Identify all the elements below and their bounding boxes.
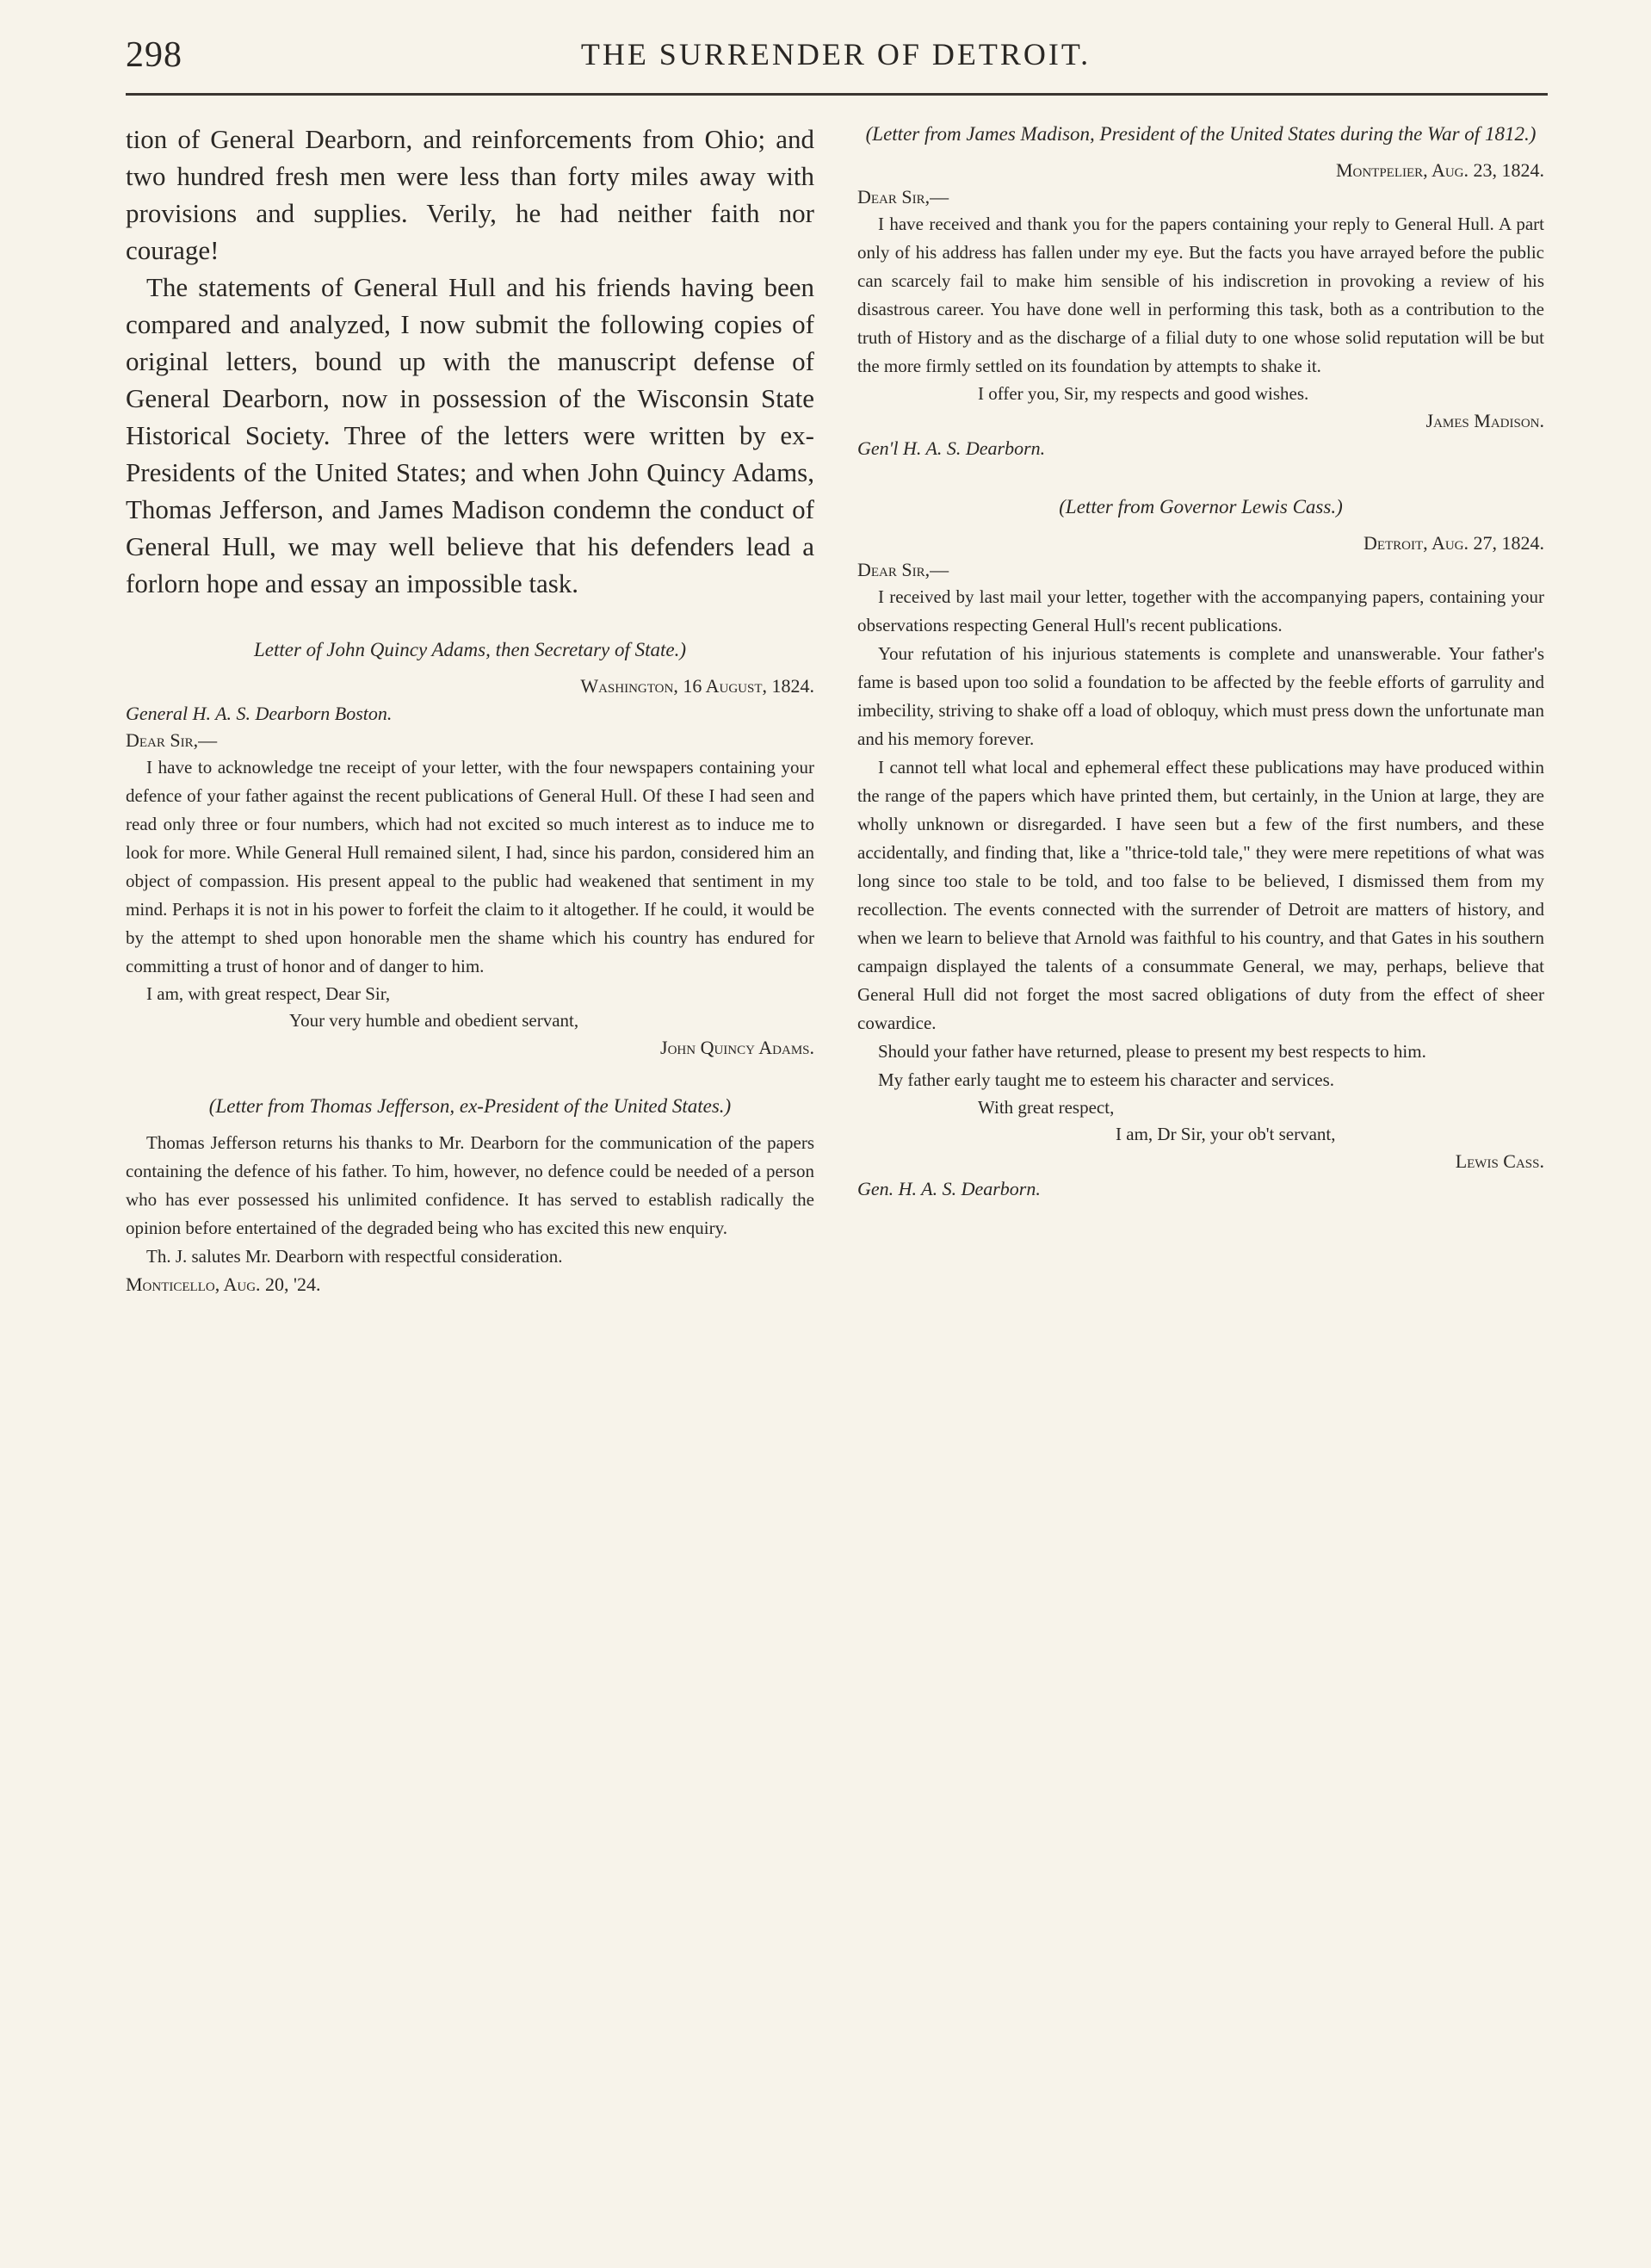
letter-adams (126, 636, 814, 1062)
page-number: 298 (126, 35, 182, 75)
letter-addressee: Gen'l H. A. S. Dearborn. (857, 437, 1046, 459)
letter-dateline: Monticello, Aug. 20, '24. (126, 1273, 321, 1295)
left-column (126, 121, 814, 1298)
letter-closing: Th. J. salutes Mr. Dearborn with respectful consideration. (146, 1246, 563, 1267)
running-head: THE SURRENDER OF DETROIT. (580, 37, 1091, 71)
letter-closing: With great respect, (978, 1097, 1115, 1118)
letter-salutation: Dear Sir,— (857, 186, 949, 208)
body-paragraph: tion of General Dearborn, and reinforcements from Ohio; and two hundred fresh men were less than forty miles away with provisions and supplies. Verily, he had neither faith nor courage! (126, 124, 814, 265)
letter-body: I cannot tell what local and ephemeral effect these publications may have produced within the range of the papers which have printed them, but certainly, in the Union at large, they are wholly unknown or disregarded. I have seen but a few of the first numbers, and these accidentally, and finding that, like a "thrice-told tale," they were mere repetitions of what was long since too stale to be told, and too false to be believed, I dismissed them from my recollection. The events connected with the surrender of Detroit are matters of history, and when we learn to believe that Arnold was faithful to his country, and that Gates in his southern campaign displayed the talents of a consummate General, we may, perhaps, believe that General Hull did not forget the most sacred obligations of duty from the effect of sheer cowardice. (857, 757, 1544, 1033)
body-paragraph: The statements of General Hull and his friends having been compared and analyzed, I now submit the following copies of original letters, bound up with the manuscript defense of General Dearborn, now in possession of the Wisconsin State Historical Society. Three of the letters were written by ex-Presidents of the United States; and when John Quincy Adams, Thomas Jefferson, and James Madison condemn the conduct of General Hull, we may well believe that his defenders lead a forlorn hope and essay an impossible task. (126, 272, 814, 598)
letter-closing: I offer you, Sir, my respects and good wishes. (978, 383, 1309, 404)
letter-madison (857, 121, 1544, 462)
letter-caption: (Letter from James Madison, President of the United States during the War of 1812.) (865, 123, 1537, 145)
letter-cass (857, 493, 1544, 1203)
right-column (857, 121, 1544, 1203)
page-header (126, 34, 1546, 86)
letter-body: I have to acknowledge tne receipt of your letter, with the four newspapers containing your defence of your father against the recent publications of General Hull. Of these I had seen and read only three or four numbers, which had not excited so much interest as to induce me to look for more. While General Hull remained silent, I had, since his pardon, considered him an object of compassion. His present appeal to the public had weakened that sentiment in my mind. Perhaps it is not in his power to forfeit the claim to it altogether. If he could, it would be by the attempt to shed upon honorable men the shame which his country has endured for committing a trust of honor and of danger to him. (126, 757, 814, 976)
letter-dateline: Washington, 16 August, 1824. (580, 675, 814, 697)
letter-salutation: Dear Sir,— (857, 559, 949, 580)
letter-jefferson (126, 1093, 814, 1298)
letter-body: I have received and thank you for the papers containing your reply to General Hull. A part only of his address has fallen under my eye. But the facts you have arrayed before the public can scarcely fail to make him sensible of his indiscretion in provoking a review of his disastrous career. You have done well in performing this task, both as a contribution to the truth of History and as the discharge of a filial duty to one whose solid reputation will be but the more firmly settled on its foundation by attempts to shake it. (857, 214, 1544, 376)
letter-signature: John Quincy Adams. (660, 1037, 814, 1058)
letter-caption: (Letter from Thomas Jefferson, ex-President of the United States.) (208, 1095, 732, 1117)
letter-dateline: Montpelier, Aug. 23, 1824. (1335, 159, 1544, 181)
letter-closing: I am, Dr Sir, your ob't servant, (1116, 1124, 1336, 1144)
letter-body: My father early taught me to esteem his character and services. (878, 1069, 1335, 1090)
header-rule (126, 93, 1548, 96)
letter-body: Thomas Jefferson returns his thanks to Mr. Dearborn for the communication of the papers containing the defence of his father. To him, however, no defence could be needed of a person who has ever possessed his unlimited confidence. It has served to establish radically the opinion before entertained of the degraded being who has excited this new enquiry. (126, 1132, 814, 1238)
letter-signature: James Madison. (1425, 410, 1544, 431)
letter-salutation: Dear Sir,— (126, 729, 218, 751)
letter-closing: Your very humble and obedient servant, (289, 1010, 579, 1031)
letter-caption: Letter of John Quincy Adams, then Secretary of State.) (253, 639, 687, 660)
letter-caption: (Letter from Governor Lewis Cass.) (1059, 496, 1343, 517)
letter-addressee: General H. A. S. Dearborn Boston. (126, 703, 393, 724)
letter-closing: I am, with great respect, Dear Sir, (146, 983, 391, 1004)
letter-signature: Lewis Cass. (1455, 1150, 1544, 1172)
letter-body: Your refutation of his injurious statements is complete and unanswerable. Your father's fame is based upon too solid a foundation to be affected by the feeble efforts of garrulity and imbecility, striving to shake off a load of obloquy, which must press down the unfortunate man and his memory forever. (857, 643, 1544, 749)
letter-body: Should your father have returned, please to present my best respects to him. (878, 1041, 1426, 1062)
letter-addressee: Gen. H. A. S. Dearborn. (857, 1178, 1041, 1199)
letter-body: I received by last mail your letter, together with the accompanying papers, containing your observations respecting General Hull's recent publications. (857, 586, 1544, 635)
letter-dateline: Detroit, Aug. 27, 1824. (1363, 532, 1544, 554)
